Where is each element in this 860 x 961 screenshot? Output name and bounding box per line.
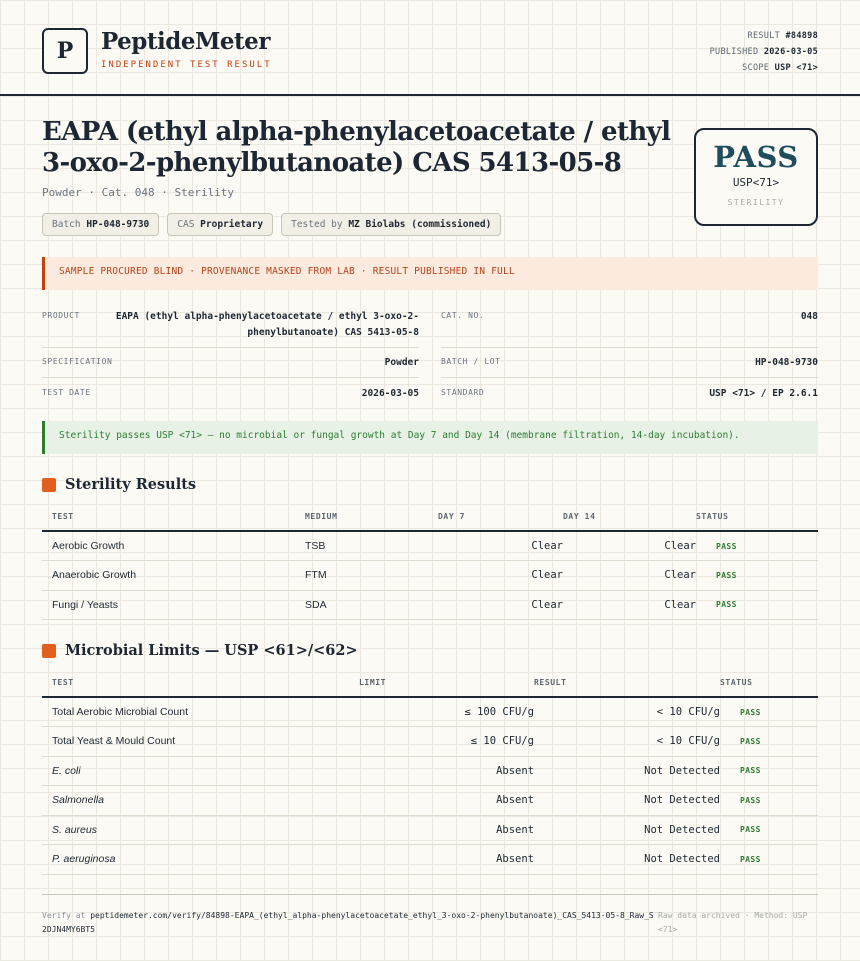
section-marker-icon	[42, 478, 56, 492]
microbial-section-header	[42, 642, 358, 659]
verify-prefix: Verify at	[42, 911, 86, 920]
limit: Absent	[359, 756, 534, 786]
chip-value: HP-048-9730	[86, 219, 150, 230]
chip-value: Proprietary	[200, 219, 264, 230]
status-badge: PASS	[720, 845, 818, 875]
scope-label: SCOPE	[742, 63, 770, 73]
field-value: EAPA (ethyl alpha-phenylacetoacetate / ethyl 3-oxo-2-phenylbutanoate) CAS 5413-05-8	[115, 311, 419, 338]
table-row	[42, 561, 818, 591]
result-label: RESULT	[747, 31, 781, 41]
status-badge: PASS	[720, 756, 818, 786]
field-label: CAT. NO.	[441, 311, 485, 320]
chip-label: Batch	[52, 219, 81, 230]
test-date-field	[42, 386, 419, 406]
column-header: STATUS	[720, 669, 818, 697]
sterility-section-header	[42, 476, 196, 493]
medium: TSB	[305, 531, 438, 561]
archive-note: Raw data archived · Method: USP <71>	[658, 911, 808, 934]
batch-chip	[42, 213, 159, 236]
day7-result: Clear	[438, 590, 563, 620]
microbial-limits-table	[42, 669, 818, 875]
column-header: LIMIT	[359, 669, 534, 697]
test-name: E. coli	[42, 756, 359, 786]
status-badge: PASS	[720, 786, 818, 816]
limit: ≤ 100 CFU/g	[359, 697, 534, 727]
header-divider	[0, 94, 860, 96]
field-value: HP-048-9730	[755, 357, 818, 368]
brand-tagline: INDEPENDENT TEST RESULT	[101, 60, 272, 70]
field-label: BATCH / LOT	[441, 357, 501, 366]
verdict-category: STERILITY	[727, 198, 785, 207]
day14-result: Clear	[563, 590, 696, 620]
test-name: Total Aerobic Microbial Count	[42, 697, 359, 727]
divider	[42, 377, 419, 378]
column-header: TEST	[42, 669, 359, 697]
column-header: STATUS	[696, 503, 818, 531]
product-title: EAPA (ethyl alpha-phenylacetoacetate / ethyl 3-oxo-2-phenylbutanoate) CAS 5413-05-8	[42, 117, 671, 178]
chip-row	[42, 213, 501, 236]
test-name: S. aureus	[42, 815, 359, 845]
field-label: TEST DATE	[42, 388, 91, 397]
blind-procurement-notice: SAMPLE PROCURED BLIND · PROVENANCE MASKED FROM LAB · RESULT PUBLISHED IN FULL	[42, 257, 818, 290]
field-value: 048	[800, 311, 818, 322]
section-marker-icon	[42, 644, 56, 658]
field-value: 2026-03-05	[361, 388, 419, 399]
scope-value: USP <71>	[774, 63, 818, 73]
test-name: Aerobic Growth	[42, 531, 305, 561]
lab-chip	[281, 213, 501, 236]
field-label: SPECIFICATION	[42, 357, 113, 366]
result: Not Detected	[534, 786, 720, 816]
brand-name: PeptideMeter	[101, 28, 270, 55]
sterility-table	[42, 503, 818, 620]
medium: FTM	[305, 561, 438, 591]
column-header: DAY 14	[563, 503, 696, 531]
result: < 10 CFU/g	[534, 697, 720, 727]
table-row	[42, 845, 818, 875]
field-label: STANDARD	[441, 388, 485, 397]
brand-logo: P	[42, 28, 88, 74]
limit: Absent	[359, 815, 534, 845]
test-name: P. aeruginosa	[42, 845, 359, 875]
verdict-standard: USP<71>	[732, 176, 780, 189]
day7-result: Clear	[438, 531, 563, 561]
result: Not Detected	[534, 845, 720, 875]
test-name: Salmonella	[42, 786, 359, 816]
footer-divider	[42, 894, 818, 895]
test-name: Anaerobic Growth	[42, 561, 305, 591]
table-row	[42, 697, 818, 727]
published-label: PUBLISHED	[709, 47, 759, 57]
day14-result: Clear	[563, 561, 696, 591]
chip-label: Tested by	[291, 219, 343, 230]
batch-field	[441, 355, 818, 375]
table-row	[42, 531, 818, 561]
status-badge: PASS	[720, 815, 818, 845]
column-header: MEDIUM	[305, 503, 438, 531]
verify-note	[42, 909, 656, 937]
table-row	[42, 786, 818, 816]
product-field	[42, 309, 419, 339]
table-row	[42, 815, 818, 845]
column-header: TEST	[42, 503, 305, 531]
verdict-badge	[694, 128, 818, 226]
result: Not Detected	[534, 756, 720, 786]
chip-value: MZ Biolabs (commissioned)	[348, 219, 492, 230]
specification-field	[42, 355, 419, 375]
section-title: Microbial Limits — USP <61>/<62>	[65, 642, 358, 659]
table-row	[42, 756, 818, 786]
standard-field	[441, 386, 818, 406]
result: Not Detected	[534, 815, 720, 845]
report-header	[42, 28, 818, 78]
table-header-row	[42, 669, 818, 697]
test-name: Total Yeast & Mould Count	[42, 727, 359, 757]
cas-chip	[167, 213, 273, 236]
medium: SDA	[305, 590, 438, 620]
status-badge: PASS	[720, 727, 818, 757]
status-badge: PASS	[720, 697, 818, 727]
table-row	[42, 727, 818, 757]
day7-result: Clear	[438, 561, 563, 591]
column-header: RESULT	[534, 669, 720, 697]
field-label: PRODUCT	[42, 311, 80, 320]
status-badge: PASS	[696, 561, 818, 591]
divider	[42, 347, 419, 348]
catno-field	[441, 309, 818, 329]
limit: Absent	[359, 845, 534, 875]
verify-link[interactable]: peptidemeter.com/verify/84898-EAPA_(ethyl_alpha-phenylacetoacetate_ethyl_3-oxo-2-phenylbutanoate)_CAS_5413-05-8_Raw_S2DJN4MY6BT5	[42, 911, 654, 934]
status-badge: PASS	[696, 590, 818, 620]
section-title: Sterility Results	[65, 476, 197, 493]
field-value: USP <71> / EP 2.6.1	[709, 388, 818, 399]
result-number: #84898	[785, 31, 818, 41]
report-meta	[710, 28, 818, 76]
table-header-row	[42, 503, 818, 531]
published-date: 2026-03-05	[763, 47, 818, 57]
result-summary: Sterility passes USP <71> — no microbial or fungal growth at Day 7 and Day 14 (membrane filtration, 14-day incubation).	[42, 421, 818, 454]
chip-label: CAS	[177, 219, 195, 230]
table-row	[42, 590, 818, 620]
column-header: DAY 7	[438, 503, 563, 531]
divider	[441, 377, 818, 378]
test-name: Fungi / Yeasts	[42, 590, 305, 620]
limit: ≤ 10 CFU/g	[359, 727, 534, 757]
divider	[441, 347, 818, 348]
result: < 10 CFU/g	[534, 727, 720, 757]
field-value: Powder	[384, 357, 419, 368]
limit: Absent	[359, 786, 534, 816]
day14-result: Clear	[563, 531, 696, 561]
product-subtitle: Powder · Cat. 048 · Sterility	[42, 186, 235, 199]
status-badge: PASS	[696, 531, 818, 561]
verdict-text: PASS	[713, 140, 799, 174]
